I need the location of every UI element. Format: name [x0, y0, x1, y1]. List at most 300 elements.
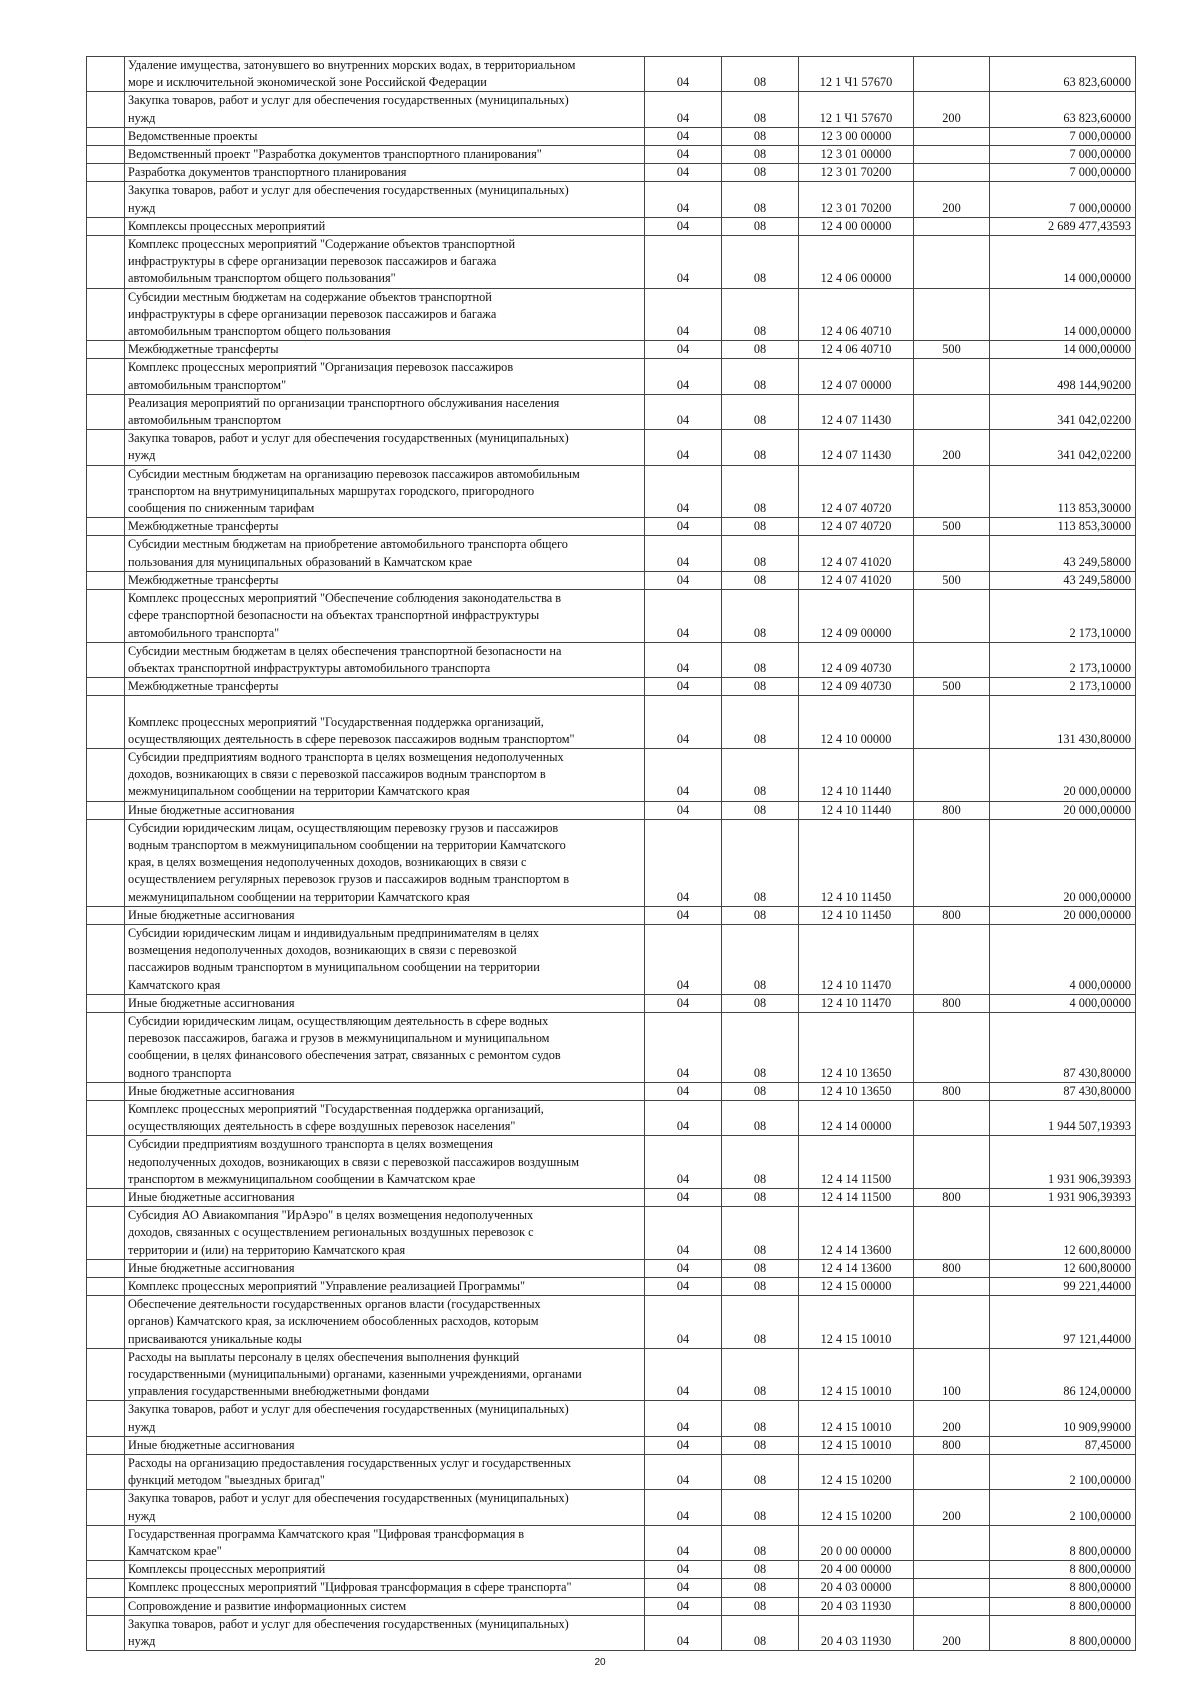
expense-type-cell: [914, 1100, 990, 1135]
table-row: [87, 1207, 1136, 1260]
expense-name-cell: Комплексы процессных мероприятий: [125, 217, 645, 235]
section-code-cell: 04: [645, 127, 722, 145]
table-row: [87, 341, 1136, 359]
table-row: [87, 1401, 1136, 1436]
row-index-cell: [87, 1012, 125, 1082]
row-index-cell: [87, 994, 125, 1012]
amount-cell: 341 042,02200: [990, 394, 1136, 429]
expense-name-cell: Комплекс процессных мероприятий "Государственная поддержка организаций, осуществляющих деятельность в сфере воздушных перевозок населения": [125, 1100, 645, 1135]
expense-type-cell: [914, 1525, 990, 1560]
section-code-cell: 04: [645, 1296, 722, 1349]
amount-cell: 87 430,80000: [990, 1012, 1136, 1082]
subsection-code-cell: 08: [722, 1401, 799, 1436]
amount-cell: 20 000,00000: [990, 906, 1136, 924]
section-code-cell: 04: [645, 217, 722, 235]
subsection-code-cell: 08: [722, 518, 799, 536]
subsection-code-cell: 08: [722, 57, 799, 92]
target-article-cell: 12 3 01 70200: [799, 182, 914, 217]
row-index-cell: [87, 1296, 125, 1349]
row-index-cell: [87, 1100, 125, 1135]
table-row: [87, 536, 1136, 571]
expense-name-cell: Субсидии местным бюджетам на содержание объектов транспортной инфраструктуры в сфере организации перевозок пассажиров и багажа автомобильным транспортом общего пользования: [125, 288, 645, 341]
target-article-cell: 12 4 10 11450: [799, 906, 914, 924]
table-row: [87, 1561, 1136, 1579]
table-row: [87, 288, 1136, 341]
row-index-cell: [87, 748, 125, 801]
row-index-cell: [87, 1189, 125, 1207]
expense-type-cell: 800: [914, 1259, 990, 1277]
section-code-cell: 04: [645, 1525, 722, 1560]
section-code-cell: 04: [645, 92, 722, 127]
table-row: [87, 465, 1136, 518]
expense-type-cell: [914, 1012, 990, 1082]
table-row: [87, 906, 1136, 924]
expense-name-cell: Расходы на организацию предоставления государственных услуг и государственных функций методом "выездных бригад": [125, 1455, 645, 1490]
expense-name-cell: Комплексы процессных мероприятий: [125, 1561, 645, 1579]
row-index-cell: [87, 518, 125, 536]
target-article-cell: 12 4 15 10010: [799, 1348, 914, 1401]
table-row: [87, 1012, 1136, 1082]
table-row: [87, 430, 1136, 465]
amount-cell: 8 800,00000: [990, 1615, 1136, 1650]
expense-name-cell: Закупка товаров, работ и услуг для обеспечения государственных (муниципальных) нужд: [125, 1615, 645, 1650]
section-code-cell: 04: [645, 801, 722, 819]
row-index-cell: [87, 465, 125, 518]
expense-name-cell: Комплекс процессных мероприятий "Государственная поддержка организаций, осуществляющих деятельность в сфере перевозок пассажиров водным транспортом": [125, 696, 645, 749]
expense-type-cell: [914, 288, 990, 341]
expense-name-cell: Субсидии юридическим лицам, осуществляющим перевозку грузов и пассажиров водным транспортом в межмуниципальном сообщении на территории Камчатского края, в целях возмещения недополученных доходов, возникающих в связи с осуществлением регулярных перевозок грузов и пассажиров водным транспортом в межмуниципальном сообщении на территории Камчатского края: [125, 819, 645, 906]
table-row: [87, 571, 1136, 589]
amount-cell: 7 000,00000: [990, 127, 1136, 145]
expense-name-cell: Ведомственный проект "Разработка документов транспортного планирования": [125, 146, 645, 164]
amount-cell: 8 800,00000: [990, 1561, 1136, 1579]
subsection-code-cell: 08: [722, 1615, 799, 1650]
section-code-cell: 04: [645, 1259, 722, 1277]
amount-cell: 8 800,00000: [990, 1597, 1136, 1615]
target-article-cell: 12 3 01 00000: [799, 146, 914, 164]
row-index-cell: [87, 696, 125, 749]
subsection-code-cell: 08: [722, 906, 799, 924]
table-row: [87, 394, 1136, 429]
target-article-cell: 12 4 09 40730: [799, 642, 914, 677]
subsection-code-cell: 08: [722, 146, 799, 164]
amount-cell: 63 823,60000: [990, 92, 1136, 127]
amount-cell: 1 931 906,39393: [990, 1189, 1136, 1207]
subsection-code-cell: 08: [722, 1259, 799, 1277]
expense-type-cell: 200: [914, 430, 990, 465]
expense-name-cell: Иные бюджетные ассигнования: [125, 1259, 645, 1277]
expense-type-cell: [914, 217, 990, 235]
target-article-cell: 12 4 15 10010: [799, 1401, 914, 1436]
section-code-cell: 04: [645, 696, 722, 749]
row-index-cell: [87, 1259, 125, 1277]
expense-name-cell: Комплекс процессных мероприятий "Цифровая трансформация в сфере транспорта": [125, 1579, 645, 1597]
table-row: [87, 1490, 1136, 1525]
table-row: [87, 678, 1136, 696]
subsection-code-cell: 08: [722, 1207, 799, 1260]
amount-cell: 87,45000: [990, 1436, 1136, 1454]
expense-name-cell: Удаление имущества, затонувшего во внутренних морских водах, в территориальном море и исключительной экономической зоне Российской Федерации: [125, 57, 645, 92]
subsection-code-cell: 08: [722, 1561, 799, 1579]
amount-cell: 14 000,00000: [990, 288, 1136, 341]
section-code-cell: 04: [645, 236, 722, 289]
expense-name-cell: Субсидии юридическим лицам и индивидуальным предпринимателям в целях возмещения недополученных доходов, возникающих в связи с перевозкой пассажиров водным транспортом в муниципальном сообщении на территории Камчатского края: [125, 924, 645, 994]
row-index-cell: [87, 146, 125, 164]
expense-type-cell: [914, 1136, 990, 1189]
subsection-code-cell: 08: [722, 1348, 799, 1401]
row-index-cell: [87, 801, 125, 819]
expense-type-cell: 800: [914, 801, 990, 819]
row-index-cell: [87, 341, 125, 359]
subsection-code-cell: 08: [722, 394, 799, 429]
section-code-cell: 04: [645, 1348, 722, 1401]
subsection-code-cell: 08: [722, 1296, 799, 1349]
expense-type-cell: [914, 1561, 990, 1579]
expense-type-cell: [914, 1455, 990, 1490]
expense-name-cell: Межбюджетные трансферты: [125, 341, 645, 359]
expense-name-cell: Закупка товаров, работ и услуг для обеспечения государственных (муниципальных) нужд: [125, 430, 645, 465]
target-article-cell: 12 4 10 11440: [799, 748, 914, 801]
expense-type-cell: 100: [914, 1348, 990, 1401]
expense-type-cell: [914, 748, 990, 801]
expense-type-cell: [914, 359, 990, 394]
section-code-cell: 04: [645, 359, 722, 394]
expense-name-cell: Разработка документов транспортного планирования: [125, 164, 645, 182]
row-index-cell: [87, 1579, 125, 1597]
row-index-cell: [87, 1455, 125, 1490]
amount-cell: 113 853,30000: [990, 518, 1136, 536]
target-article-cell: 20 0 00 00000: [799, 1525, 914, 1560]
row-index-cell: [87, 217, 125, 235]
row-index-cell: [87, 1490, 125, 1525]
section-code-cell: 04: [645, 1278, 722, 1296]
table-row: [87, 1278, 1136, 1296]
row-index-cell: [87, 571, 125, 589]
amount-cell: 498 144,90200: [990, 359, 1136, 394]
amount-cell: 86 124,00000: [990, 1348, 1136, 1401]
subsection-code-cell: 08: [722, 801, 799, 819]
subsection-code-cell: 08: [722, 1012, 799, 1082]
table-row: [87, 1259, 1136, 1277]
expense-name-cell: Сопровождение и развитие информационных систем: [125, 1597, 645, 1615]
table-row: [87, 1525, 1136, 1560]
table-row: [87, 127, 1136, 145]
budget-table-body: [87, 57, 1136, 1651]
table-row: [87, 1189, 1136, 1207]
section-code-cell: 04: [645, 1082, 722, 1100]
target-article-cell: 12 4 14 13600: [799, 1259, 914, 1277]
target-article-cell: 12 4 10 11470: [799, 994, 914, 1012]
subsection-code-cell: 08: [722, 341, 799, 359]
amount-cell: 2 689 477,43593: [990, 217, 1136, 235]
row-index-cell: [87, 236, 125, 289]
section-code-cell: 04: [645, 341, 722, 359]
row-index-cell: [87, 678, 125, 696]
target-article-cell: 12 4 07 11430: [799, 430, 914, 465]
subsection-code-cell: 08: [722, 748, 799, 801]
target-article-cell: 12 4 15 10200: [799, 1455, 914, 1490]
table-row: [87, 518, 1136, 536]
expense-name-cell: Комплекс процессных мероприятий "Управление реализацией Программы": [125, 1278, 645, 1296]
target-article-cell: 12 3 00 00000: [799, 127, 914, 145]
table-row: [87, 57, 1136, 92]
expense-type-cell: [914, 696, 990, 749]
target-article-cell: 12 4 06 40710: [799, 288, 914, 341]
target-article-cell: 12 4 10 11440: [799, 801, 914, 819]
section-code-cell: 04: [645, 1579, 722, 1597]
target-article-cell: 12 4 15 10200: [799, 1490, 914, 1525]
row-index-cell: [87, 92, 125, 127]
expense-type-cell: 500: [914, 341, 990, 359]
amount-cell: 63 823,60000: [990, 57, 1136, 92]
section-code-cell: 04: [645, 924, 722, 994]
amount-cell: 20 000,00000: [990, 801, 1136, 819]
row-index-cell: [87, 1136, 125, 1189]
amount-cell: 7 000,00000: [990, 164, 1136, 182]
amount-cell: 14 000,00000: [990, 341, 1136, 359]
expense-type-cell: [914, 394, 990, 429]
target-article-cell: 20 4 03 11930: [799, 1615, 914, 1650]
section-code-cell: 04: [645, 1136, 722, 1189]
target-article-cell: 12 4 14 11500: [799, 1189, 914, 1207]
expense-name-cell: Субсидии местным бюджетам на приобретение автомобильного транспорта общего пользования для муниципальных образований в Камчатском крае: [125, 536, 645, 571]
amount-cell: 2 173,10000: [990, 590, 1136, 643]
section-code-cell: 04: [645, 1490, 722, 1525]
section-code-cell: 04: [645, 571, 722, 589]
subsection-code-cell: 08: [722, 819, 799, 906]
target-article-cell: 12 4 00 00000: [799, 217, 914, 235]
amount-cell: 43 249,58000: [990, 571, 1136, 589]
amount-cell: 20 000,00000: [990, 819, 1136, 906]
subsection-code-cell: 08: [722, 1455, 799, 1490]
row-index-cell: [87, 182, 125, 217]
expense-type-cell: [914, 1579, 990, 1597]
expense-type-cell: [914, 465, 990, 518]
target-article-cell: 12 4 07 40720: [799, 465, 914, 518]
subsection-code-cell: 08: [722, 1189, 799, 1207]
row-index-cell: [87, 1615, 125, 1650]
expense-type-cell: [914, 536, 990, 571]
expense-name-cell: Иные бюджетные ассигнования: [125, 906, 645, 924]
amount-cell: 341 042,02200: [990, 430, 1136, 465]
amount-cell: 43 249,58000: [990, 536, 1136, 571]
amount-cell: 7 000,00000: [990, 146, 1136, 164]
expense-type-cell: 800: [914, 1082, 990, 1100]
subsection-code-cell: 08: [722, 1597, 799, 1615]
subsection-code-cell: 08: [722, 642, 799, 677]
target-article-cell: 12 4 10 00000: [799, 696, 914, 749]
subsection-code-cell: 08: [722, 92, 799, 127]
amount-cell: 1 944 507,19393: [990, 1100, 1136, 1135]
target-article-cell: 20 4 03 00000: [799, 1579, 914, 1597]
expense-name-cell: Расходы на выплаты персоналу в целях обеспечения выполнения функций государственными (муниципальными) органами, казенными учреждениями, органами управления государственными внебюджетными фондами: [125, 1348, 645, 1401]
section-code-cell: 04: [645, 1012, 722, 1082]
section-code-cell: 04: [645, 182, 722, 217]
table-row: [87, 696, 1136, 749]
row-index-cell: [87, 127, 125, 145]
amount-cell: 20 000,00000: [990, 748, 1136, 801]
target-article-cell: 12 4 15 00000: [799, 1278, 914, 1296]
table-row: [87, 1100, 1136, 1135]
row-index-cell: [87, 1401, 125, 1436]
expense-type-cell: 800: [914, 1436, 990, 1454]
table-row: [87, 1436, 1136, 1454]
table-row: [87, 924, 1136, 994]
target-article-cell: 12 3 01 70200: [799, 164, 914, 182]
section-code-cell: 04: [645, 1615, 722, 1650]
table-row: [87, 642, 1136, 677]
subsection-code-cell: 08: [722, 994, 799, 1012]
expense-name-cell: Реализация мероприятий по организации транспортного обслуживания населения автомобильным транспортом: [125, 394, 645, 429]
section-code-cell: 04: [645, 748, 722, 801]
expense-type-cell: [914, 590, 990, 643]
expense-name-cell: Иные бюджетные ассигнования: [125, 1189, 645, 1207]
amount-cell: 8 800,00000: [990, 1579, 1136, 1597]
expense-name-cell: Межбюджетные трансферты: [125, 678, 645, 696]
amount-cell: 4 000,00000: [990, 994, 1136, 1012]
row-index-cell: [87, 57, 125, 92]
section-code-cell: 04: [645, 590, 722, 643]
table-row: [87, 217, 1136, 235]
subsection-code-cell: 08: [722, 182, 799, 217]
section-code-cell: 04: [645, 465, 722, 518]
target-article-cell: 12 4 06 40710: [799, 341, 914, 359]
table-row: [87, 1082, 1136, 1100]
expense-name-cell: Субсидии предприятиям водного транспорта в целях возмещения недополученных доходов, возникающих в связи с перевозкой пассажиров водным транспортом в межмуниципальном сообщении на территории Камчатского края: [125, 748, 645, 801]
amount-cell: 97 121,44000: [990, 1296, 1136, 1349]
expense-type-cell: 200: [914, 1490, 990, 1525]
subsection-code-cell: 08: [722, 678, 799, 696]
expense-type-cell: [914, 1207, 990, 1260]
table-row: [87, 146, 1136, 164]
row-index-cell: [87, 394, 125, 429]
amount-cell: 99 221,44000: [990, 1278, 1136, 1296]
expense-type-cell: [914, 146, 990, 164]
expense-name-cell: Субсидии юридическим лицам, осуществляющим деятельность в сфере водных перевозок пассажиров, багажа и грузов в межмуниципальном и муниципальном сообщении, в целях финансового обеспечения затрат, связанных с ремонтом судов водного транспорта: [125, 1012, 645, 1082]
row-index-cell: [87, 1436, 125, 1454]
row-index-cell: [87, 288, 125, 341]
table-row: [87, 182, 1136, 217]
section-code-cell: 04: [645, 906, 722, 924]
table-row: [87, 994, 1136, 1012]
expense-name-cell: Комплекс процессных мероприятий "Обеспечение соблюдения законодательства в сфере транспортной безопасности на объектах транспортной инфраструктуры автомобильного транспорта": [125, 590, 645, 643]
target-article-cell: 12 4 10 11470: [799, 924, 914, 994]
target-article-cell: 12 4 07 11430: [799, 394, 914, 429]
subsection-code-cell: 08: [722, 590, 799, 643]
row-index-cell: [87, 906, 125, 924]
section-code-cell: 04: [645, 1597, 722, 1615]
amount-cell: 12 600,80000: [990, 1259, 1136, 1277]
expense-type-cell: 200: [914, 182, 990, 217]
expense-name-cell: Межбюджетные трансферты: [125, 571, 645, 589]
amount-cell: 131 430,80000: [990, 696, 1136, 749]
table-row: [87, 92, 1136, 127]
expense-type-cell: 200: [914, 1615, 990, 1650]
row-index-cell: [87, 1525, 125, 1560]
section-code-cell: 04: [645, 1189, 722, 1207]
expense-name-cell: Иные бюджетные ассигнования: [125, 994, 645, 1012]
subsection-code-cell: 08: [722, 1525, 799, 1560]
target-article-cell: 20 4 03 11930: [799, 1597, 914, 1615]
subsection-code-cell: 08: [722, 1579, 799, 1597]
subsection-code-cell: 08: [722, 696, 799, 749]
section-code-cell: 04: [645, 678, 722, 696]
amount-cell: 7 000,00000: [990, 182, 1136, 217]
expense-type-cell: 500: [914, 678, 990, 696]
subsection-code-cell: 08: [722, 924, 799, 994]
section-code-cell: 04: [645, 1100, 722, 1135]
row-index-cell: [87, 819, 125, 906]
section-code-cell: 04: [645, 994, 722, 1012]
target-article-cell: 12 4 14 13600: [799, 1207, 914, 1260]
amount-cell: 1 931 906,39393: [990, 1136, 1136, 1189]
row-index-cell: [87, 1278, 125, 1296]
row-index-cell: [87, 924, 125, 994]
section-code-cell: 04: [645, 1455, 722, 1490]
table-row: [87, 801, 1136, 819]
expense-type-cell: 200: [914, 92, 990, 127]
target-article-cell: 12 1 Ч1 57670: [799, 92, 914, 127]
section-code-cell: 04: [645, 536, 722, 571]
row-index-cell: [87, 1207, 125, 1260]
amount-cell: 2 173,10000: [990, 642, 1136, 677]
expense-type-cell: [914, 924, 990, 994]
amount-cell: 2 100,00000: [990, 1455, 1136, 1490]
table-row: [87, 1615, 1136, 1650]
expense-type-cell: [914, 127, 990, 145]
target-article-cell: 12 4 14 11500: [799, 1136, 914, 1189]
amount-cell: 8 800,00000: [990, 1525, 1136, 1560]
section-code-cell: 04: [645, 819, 722, 906]
subsection-code-cell: 08: [722, 217, 799, 235]
amount-cell: 87 430,80000: [990, 1082, 1136, 1100]
subsection-code-cell: 08: [722, 1082, 799, 1100]
subsection-code-cell: 08: [722, 1436, 799, 1454]
table-row: [87, 359, 1136, 394]
section-code-cell: 04: [645, 642, 722, 677]
section-code-cell: 04: [645, 1401, 722, 1436]
subsection-code-cell: 08: [722, 536, 799, 571]
target-article-cell: 12 4 10 13650: [799, 1082, 914, 1100]
expense-name-cell: Обеспечение деятельности государственных органов власти (государственных органов) Камчатского края, за исключением обособленных расходов, которым присваиваются уникальные коды: [125, 1296, 645, 1349]
expense-type-cell: [914, 1296, 990, 1349]
target-article-cell: 12 4 09 40730: [799, 678, 914, 696]
target-article-cell: 12 4 07 41020: [799, 571, 914, 589]
page-number: 20: [594, 1657, 606, 1668]
table-row: [87, 1296, 1136, 1349]
target-article-cell: 12 4 14 00000: [799, 1100, 914, 1135]
expense-type-cell: [914, 642, 990, 677]
amount-cell: 113 853,30000: [990, 465, 1136, 518]
section-code-cell: 04: [645, 164, 722, 182]
expense-name-cell: Субсидии предприятиям воздушного транспорта в целях возмещения недополученных доходов, возникающих в связи с перевозкой пассажиров воздушным транспортом в межмуниципальном сообщении в Камчатском крае: [125, 1136, 645, 1189]
row-index-cell: [87, 642, 125, 677]
row-index-cell: [87, 1082, 125, 1100]
expense-name-cell: Субсидии местным бюджетам в целях обеспечения транспортной безопасности на объектах транспортной инфраструктуры автомобильного транспорта: [125, 642, 645, 677]
expense-name-cell: Закупка товаров, работ и услуг для обеспечения государственных (муниципальных) нужд: [125, 1490, 645, 1525]
expense-type-cell: [914, 1278, 990, 1296]
target-article-cell: 12 4 10 11450: [799, 819, 914, 906]
expense-type-cell: 500: [914, 518, 990, 536]
table-row: [87, 819, 1136, 906]
subsection-code-cell: 08: [722, 164, 799, 182]
target-article-cell: 12 4 15 10010: [799, 1296, 914, 1349]
amount-cell: 2 100,00000: [990, 1490, 1136, 1525]
budget-table: [86, 56, 1136, 1651]
subsection-code-cell: 08: [722, 359, 799, 394]
expense-name-cell: Комплекс процессных мероприятий "Организация перевозок пассажиров автомобильным транспортом": [125, 359, 645, 394]
expense-type-cell: 500: [914, 571, 990, 589]
